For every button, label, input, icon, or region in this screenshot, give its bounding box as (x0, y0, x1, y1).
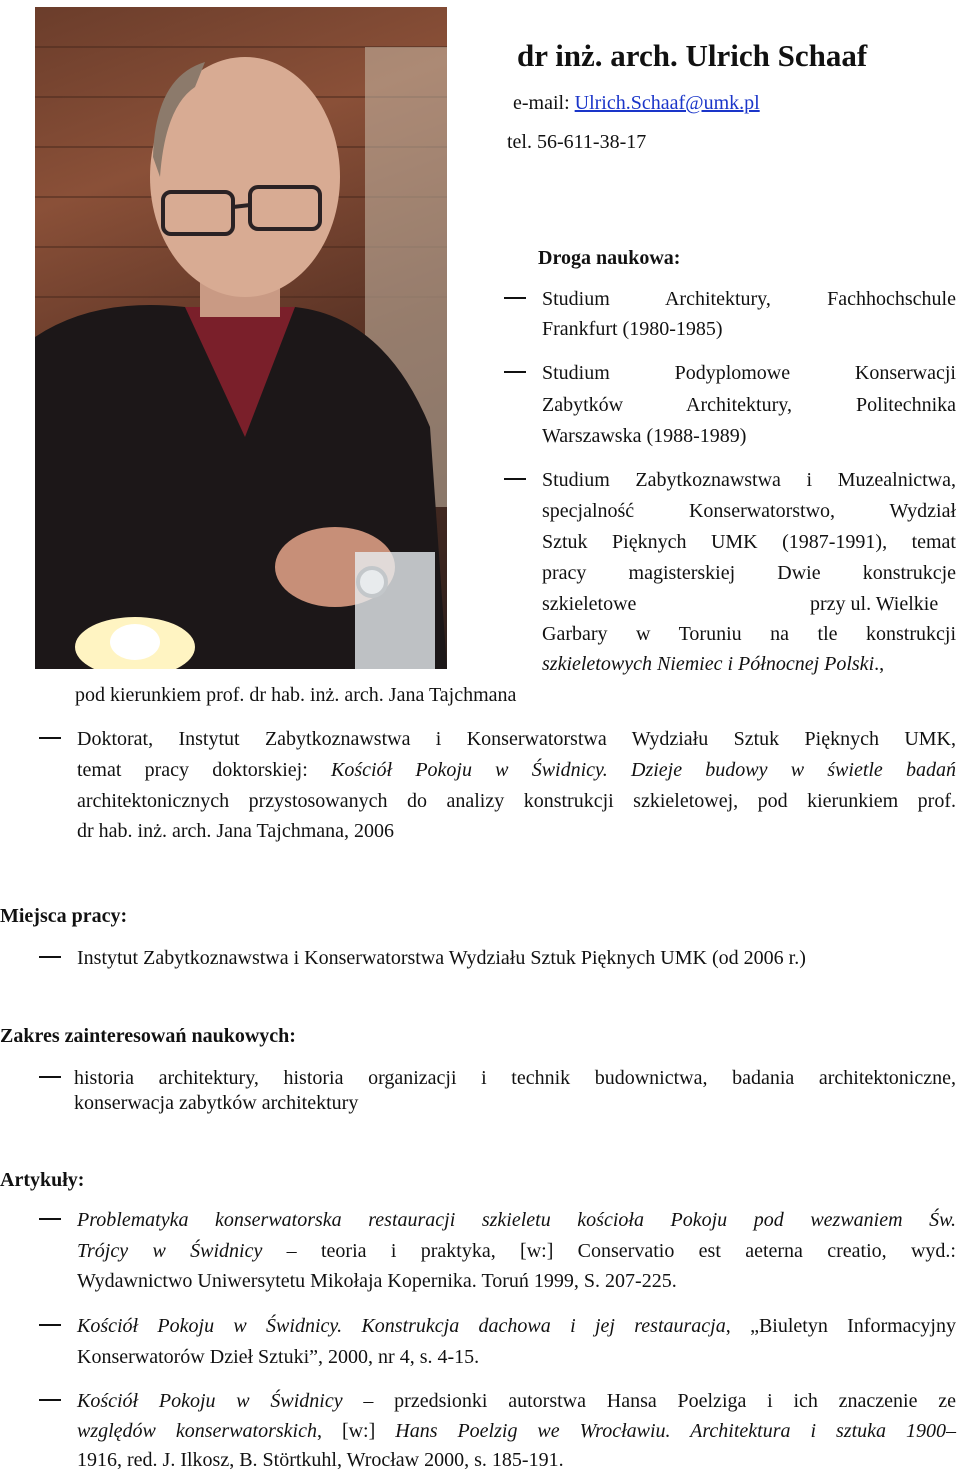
email-link[interactable]: Ulrich.Schaaf@umk.pl (574, 92, 760, 114)
droga-item-3-line3: Sztuk Pięknych UMK (1987-1991), temat (542, 531, 956, 553)
email-label: e-mail: (513, 92, 575, 114)
droga-item-3-line4: pracy magisterskiej Dwie konstrukcje (542, 562, 956, 584)
list-dash (504, 297, 526, 299)
droga-item-2-line2: Zabytków Architektury, Politechnika (542, 394, 956, 416)
article-2-line1: Kościół Pokoju w Świdnicy. Konstrukcja dachowa i jej restauracja, „Biuletyn Informacyjny (77, 1315, 956, 1337)
person-name: dr inż. arch. Ulrich Schaaf (517, 38, 868, 73)
droga-item-3-line7: szkieletowych Niemiec i Północnej Polski., (542, 653, 885, 675)
droga-item-3-line5a: szkieletowe (542, 593, 637, 615)
article-1-line2: Trójcy w Świdnicy – teoria i praktyka, [w:] Conservatio est aeterna creatio, wyd.: (77, 1240, 956, 1262)
section-heading-miejsca: Miejsca pracy: (0, 905, 128, 927)
section-heading-zakres: Zakres zainteresowań naukowych: (0, 1025, 296, 1047)
list-dash (39, 1324, 61, 1326)
article-1-line3: Wydawnictwo Uniwersytetu Mikołaja Kopernika. Toruń 1999, S. 207-225. (77, 1270, 677, 1292)
list-dash (504, 478, 526, 480)
article-3-line1: Kościół Pokoju w Świdnicy – przedsionki autorstwa Hansa Poelziga i ich znaczenie ze (77, 1390, 957, 1412)
list-dash (39, 1218, 61, 1220)
article-1-line1: Problematyka konserwatorska restauracji szkieletu kościoła Pokoju pod wezwaniem Św. (77, 1209, 956, 1231)
email-line (513, 88, 760, 118)
droga-item-3-line8: pod kierunkiem prof. dr hab. inż. arch. Jana Tajchmana (75, 684, 517, 706)
thesis-title: szkieletowych Niemiec i Północnej Polski (542, 653, 875, 675)
portrait-illustration (35, 7, 447, 669)
article-3-line3: 1916, red. J. Ilkosz, B. Störtkuhl, Wrocław 2000, s. 185-191. (77, 1449, 564, 1471)
list-dash (39, 1399, 61, 1401)
droga-item-1-line1: Studium Architektury, Fachhochschule (542, 288, 956, 310)
list-dash (39, 737, 61, 739)
droga-item-2-line3: Warszawska (1988-1989) (542, 425, 747, 447)
miejsca-item-1: Instytut Zabytkoznawstwa i Konserwatorstwa Wydziału Sztuk Pięknych UMK (od 2006 r.) (77, 947, 806, 969)
article-2-line2: Konserwatorów Dzieł Sztuki”, 2000, nr 4, s. 4-15. (77, 1346, 480, 1368)
zakres-line1: historia architektury, historia organizacji i technik budownictwa, badania architektoniczne, (74, 1067, 956, 1089)
droga-item-4-line3: architektonicznych przystosowanych do analizy konstrukcji szkieletowej, pod kierunkiem prof. (77, 790, 956, 812)
zakres-line2: konserwacja zabytków architektury (74, 1092, 359, 1114)
droga-item-3-line6: Garbary w Toruniu na tle konstrukcji (542, 623, 956, 645)
list-dash (504, 371, 526, 373)
droga-item-3-line5b: przy ul. Wielkie (810, 593, 939, 615)
droga-item-4-line2: temat pracy doktorskiej: Kościół Pokoju w Świdnicy. Dzieje budowy w świetle badań (77, 759, 957, 781)
section-heading-artykuly: Artykuły: (0, 1169, 85, 1191)
droga-item-3-line1: Studium Zabytkoznawstwa i Muzealnictwa, (542, 469, 956, 491)
section-heading-droga: Droga naukowa: (538, 247, 681, 269)
droga-item-3-line2: specjalność Konserwatorstwo, Wydział (542, 500, 956, 522)
list-dash (39, 956, 61, 958)
droga-item-2-line1: Studium Podyplomowe Konserwacji (542, 362, 956, 384)
droga-item-4-line4: dr hab. inż. arch. Jana Tajchmana, 2006 (77, 820, 395, 842)
droga-item-4-line1: Doktorat, Instytut Zabytkoznawstwa i Konserwatorstwa Wydziału Sztuk Pięknych UMK, (77, 728, 956, 750)
article-3-line2: względów konserwatorskich, [w:] Hans Poelzig we Wrocławiu. Architektura i sztuka 1900– (77, 1420, 956, 1442)
phone-line: tel. 56-611-38-17 (507, 131, 647, 153)
list-dash (39, 1076, 61, 1078)
portrait-photo (35, 7, 447, 669)
droga-item-1-line2: Frankfurt (1980-1985) (542, 318, 723, 340)
dissertation-title: Kościół Pokoju w Świdnicy. Dzieje budowy w świetle badań (331, 759, 957, 781)
